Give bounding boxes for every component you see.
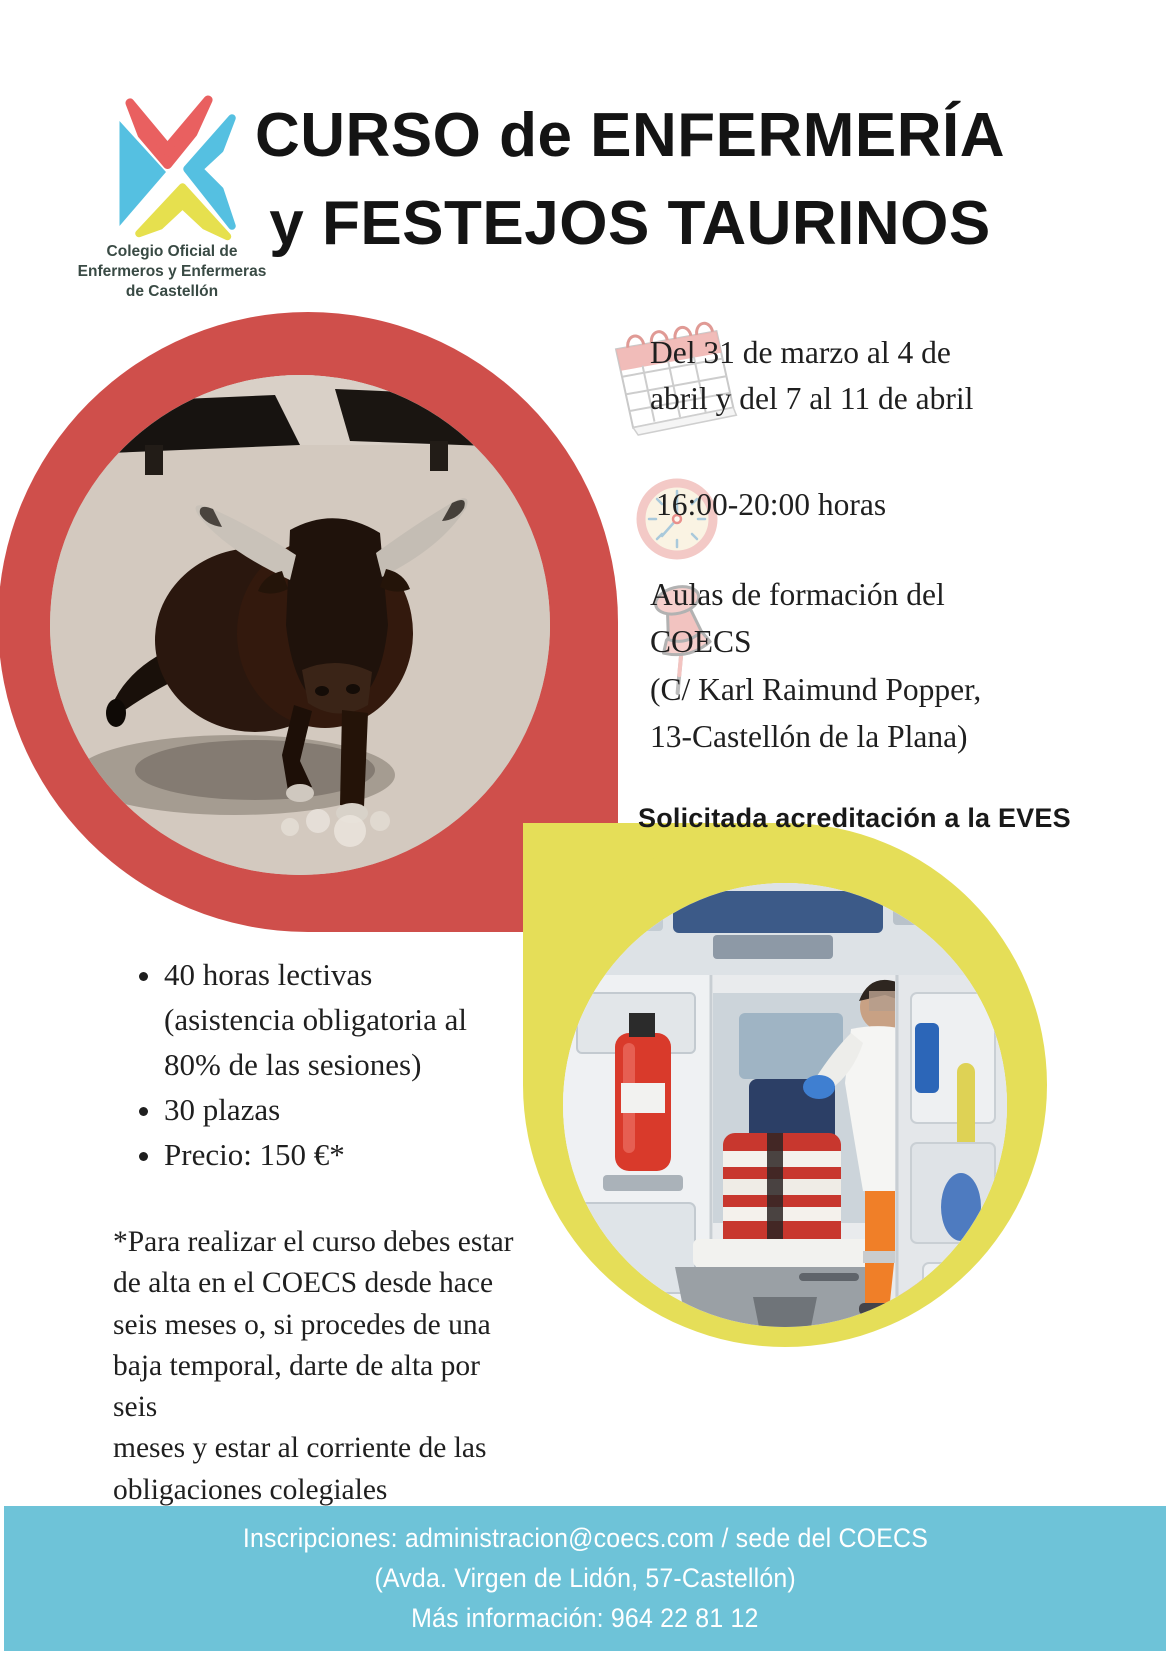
page-title — [240, 92, 1020, 268]
course-time: 16:00-20:00 horas — [656, 487, 887, 522]
title-line-2: y FESTEJOS TAURINOS — [269, 189, 991, 259]
footer-address-line: (Avda. Virgen de Lidón, 57-Castellón) — [374, 1563, 796, 1593]
footer-contact-band — [4, 1506, 1166, 1651]
ambulance-illustration — [563, 883, 1007, 1327]
logo-org-line: Colegio Oficial de — [106, 243, 238, 260]
ambulance-photo — [563, 883, 1007, 1327]
course-dates-line: Del 31 de marzo al 4 de — [650, 335, 951, 370]
list-item-seats: • 30 plazas — [164, 1088, 508, 1133]
title-line-1: CURSO de ENFERMERÍA — [254, 101, 1006, 170]
note-line: baja temporal, darte de alta por seis — [113, 1349, 480, 1424]
course-location-line: 13-Castellón de la Plana) — [650, 718, 968, 754]
note-line: seis meses o, si procedes de una — [113, 1308, 491, 1341]
list-item-hours: • 40 horas lectivas (asistencia obligatoria al 80% de las sesiones) — [164, 953, 508, 1088]
note-line: de alta en el COECS desde hace — [113, 1267, 494, 1300]
course-dates-line: abril y del 7 al 11 de abril — [650, 380, 974, 416]
note-line: meses y estar al corriente de las — [113, 1432, 487, 1465]
course-location-line: Aulas de formación del — [650, 577, 945, 612]
accreditation-note: Solicitada acreditación a la EVES — [638, 803, 1071, 833]
course-location-line: COECS — [650, 624, 752, 660]
course-location-line: (C/ Karl Raimund Popper, — [650, 671, 982, 707]
course-dates — [650, 330, 1020, 421]
note-line: *Para realizar el curso debes estar — [113, 1226, 514, 1258]
logo-org-line: de Castellón — [125, 282, 219, 300]
bull-illustration — [50, 375, 550, 875]
note-line: obligaciones colegiales — [113, 1473, 388, 1506]
bull-photo — [50, 375, 550, 875]
membership-requirement-note — [113, 1222, 523, 1511]
coecs-x-logo-icon — [100, 94, 250, 244]
course-conditions-list — [126, 953, 508, 1178]
logo-org-line: Enfermeros y Enfermeras — [77, 262, 267, 280]
list-item-price: • Precio: 150 €* — [164, 1133, 508, 1178]
footer-phone-line: Más información: 964 22 81 12 — [411, 1603, 759, 1633]
footer-inscriptions-line: Inscripciones: administracion@coecs.com / sede del COECS — [242, 1523, 928, 1553]
course-location — [650, 571, 1050, 760]
